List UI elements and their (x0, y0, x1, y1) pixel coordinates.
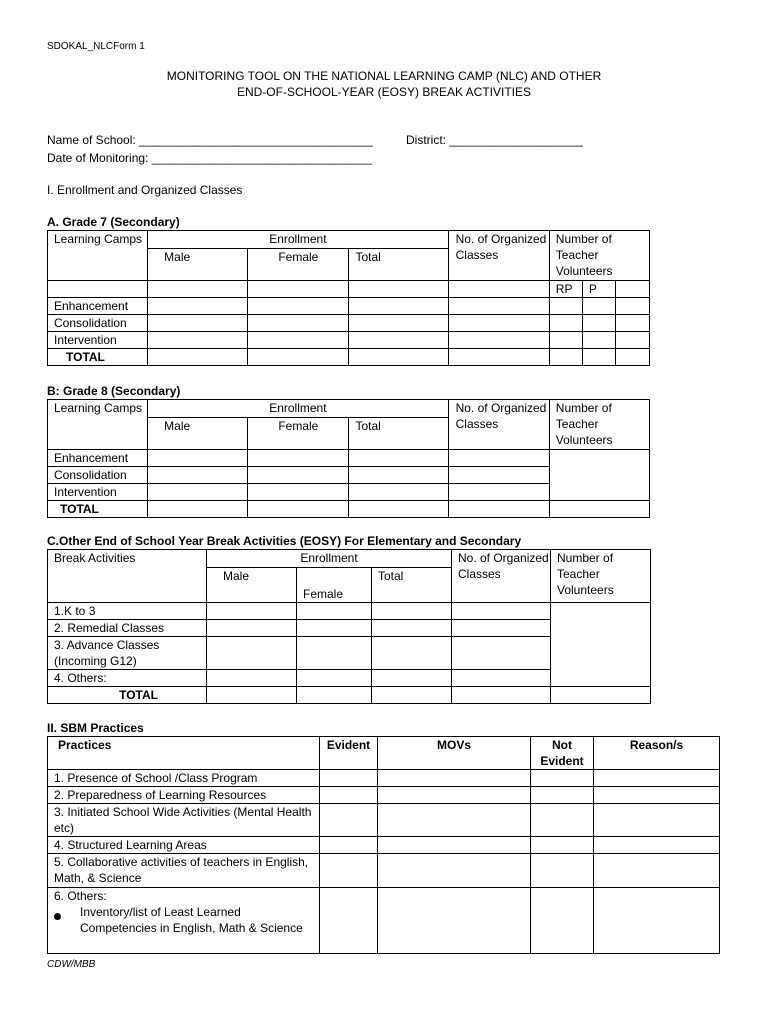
title-line-2: END-OF-SCHOOL-YEAR (EOSY) BREAK ACTIVITIES (236, 85, 532, 99)
row-label-advance-classes: 3. Advance Classes (Incoming G12) (48, 637, 207, 670)
header-total: Total (372, 568, 452, 603)
row-label-consolidation: Consolidation (48, 315, 148, 332)
row-label-k-to-3: 1.K to 3 (48, 603, 207, 620)
header-total: Total (349, 249, 448, 281)
header-break-activities: Break Activities (48, 550, 207, 603)
section-1-title: I. Enrollment and Organized Classes (47, 183, 243, 197)
row-label-remedial-classes: 2. Remedial Classes (48, 620, 207, 637)
row-label-intervention: Intervention (48, 332, 148, 349)
row-label-intervention: Intervention (48, 484, 148, 501)
practice-row-2: 2. Preparedness of Learning Resources (48, 787, 320, 804)
title-line-1: MONITORING TOOL ON THE NATIONAL LEARNING CAMP (NLC) AND OTHER (166, 69, 602, 83)
sbm-title: II. SBM Practices (47, 721, 144, 735)
section-c-title: C.Other End of School Year Break Activities (EOSY) For Elementary and Secondary (47, 534, 522, 548)
header-organized-classes: No. of Organized Classes (452, 550, 551, 603)
header-male: Male (207, 568, 297, 603)
others-label: 6. Others: (54, 889, 107, 903)
row-label-total: TOTAL (48, 501, 148, 518)
district-field[interactable]: District: ____________________ (406, 133, 583, 147)
bullet-icon (54, 913, 61, 920)
footer-initials: CDW/MBB (47, 959, 96, 970)
header-enrollment: Enrollment (148, 231, 448, 249)
header-reasons: Reason/s (594, 737, 720, 770)
header-female: Female (248, 418, 349, 450)
header-enrollment: Enrollment (148, 400, 448, 418)
grade8-table (47, 399, 650, 518)
header-practices: Practices (48, 737, 320, 770)
practice-row-3: 3. Initiated School Wide Activities (Mental Health etc) (48, 804, 320, 837)
header-male: Male (148, 418, 248, 450)
grade7-table (47, 230, 650, 366)
bullet-item (54, 904, 319, 936)
school-name-field[interactable]: Name of School: ___________________________________ (47, 133, 373, 147)
row-label-enhancement: Enhancement (48, 298, 148, 315)
sbm-table (47, 736, 720, 954)
row-label-enhancement: Enhancement (48, 450, 148, 467)
grade8-title: B: Grade 8 (Secondary) (47, 384, 181, 398)
practice-row-5: 5. Collaborative activities of teachers in English, Math, & Science (48, 854, 320, 888)
section-c-table (47, 549, 651, 704)
header-enrollment: Enrollment (207, 550, 452, 568)
date-of-monitoring-field[interactable]: Date of Monitoring: _________________________________ (47, 151, 372, 165)
header-learning-camps: Learning Camps (48, 231, 148, 281)
form-code: SDOKAL_NLCForm 1 (47, 41, 145, 52)
header-p: P (582, 281, 615, 298)
header-organized-classes: No. of Organized Classes (448, 400, 549, 450)
header-movs: MOVs (378, 737, 531, 770)
row-label-others: 4. Others: (48, 670, 207, 687)
practice-row-4: 4. Structured Learning Areas (48, 837, 320, 854)
header-total: Total (349, 418, 448, 450)
grade7-title: A. Grade 7 (Secondary) (47, 215, 180, 229)
header-teacher-volunteers: Number of Teacher Volunteers (551, 550, 651, 603)
header-female: Female (297, 568, 372, 603)
header-evident: Evident (320, 737, 378, 770)
header-teacher-volunteers: Number of Teacher Volunteers (549, 400, 649, 450)
header-not-evident: Not Evident (531, 737, 594, 770)
header-male: Male (148, 249, 248, 281)
header-organized-classes: No. of Organized Classes (448, 231, 549, 281)
practice-row-6 (48, 888, 320, 954)
practice-row-1: 1. Presence of School /Class Program (48, 770, 320, 787)
header-teacher-volunteers: Number of Teacher Volunteers (549, 231, 649, 281)
row-label-consolidation: Consolidation (48, 467, 148, 484)
row-label-total: TOTAL (48, 687, 207, 704)
row-label-total: TOTAL (48, 349, 148, 366)
header-female: Female (248, 249, 349, 281)
header-learning-camps: Learning Camps (48, 400, 148, 450)
bullet-item-text: Inventory/list of Least Learned Competencies in English, Math & Science (80, 905, 303, 935)
header-rp: RP (549, 281, 582, 298)
